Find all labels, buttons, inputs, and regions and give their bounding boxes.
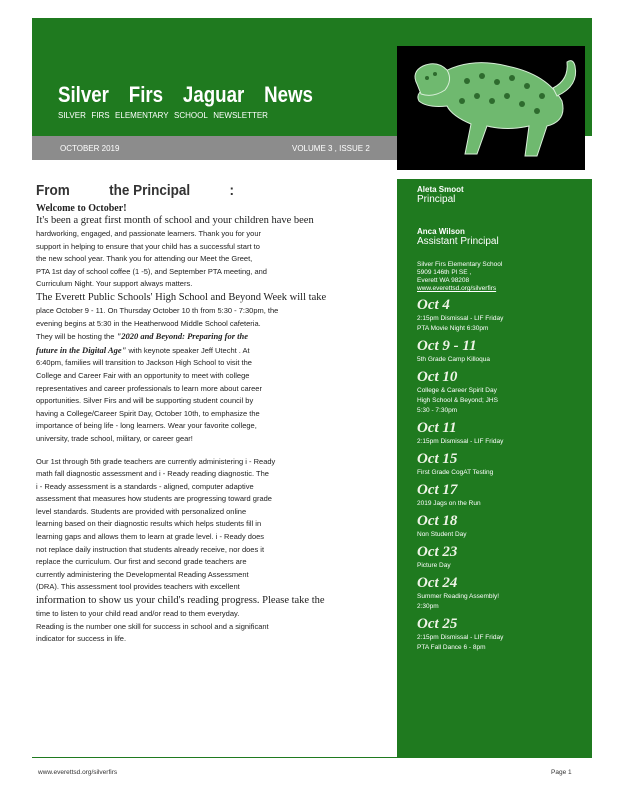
event-detail: PTA Fall Dance 6 - 8pm xyxy=(417,644,486,651)
article-line xyxy=(36,330,376,344)
title-word: News xyxy=(264,82,313,107)
event-date: Oct 11 xyxy=(417,420,457,436)
event-item xyxy=(417,369,592,416)
line-text: evening begins at 5:30 in the Heatherwood Middle School cafeteria. xyxy=(36,318,261,328)
heading-word: the Principal xyxy=(109,182,191,199)
event-detail: High School & Beyond; JHS xyxy=(417,397,498,404)
event-detail: Non Student Day xyxy=(417,531,467,538)
event-detail: 2019 Jags on the Run xyxy=(417,500,481,507)
event-item xyxy=(417,297,592,334)
line-text: Our 1st through 5th grade teachers are currently administering i - Ready xyxy=(36,456,276,466)
school-website-link[interactable]: www.everettsd.org/silverfirs xyxy=(417,285,497,292)
event-date: Oct 24 xyxy=(417,575,458,591)
page-number: Page 1 xyxy=(551,769,572,776)
line-text: hardworking, engaged, and passionate learners. Thank you for your xyxy=(36,229,262,238)
staff-member xyxy=(417,185,592,205)
event-detail: First Grade CogAT Testing xyxy=(417,469,494,476)
footer-rule xyxy=(32,757,592,758)
line-text: information to show us your child's reading progress. Please take the xyxy=(36,595,325,607)
line-text: They will be hosting the xyxy=(36,332,117,342)
newsletter-subtitle xyxy=(58,111,268,120)
subtitle-word: NEWSLETTER xyxy=(213,111,268,120)
article-line xyxy=(36,395,376,408)
event-detail: 2:15pm Dismissal - LIF Friday xyxy=(417,438,504,445)
address-line: Silver Firs Elementary School xyxy=(417,261,503,268)
article-line xyxy=(36,214,376,228)
article-line xyxy=(36,241,376,254)
event-list xyxy=(417,297,592,653)
event-detail: 5:30 - 7:30pm xyxy=(417,407,458,414)
heading-word: From xyxy=(36,182,70,199)
article-line xyxy=(36,633,376,646)
subtitle-word: FIRS xyxy=(91,111,110,120)
article-line xyxy=(36,253,376,266)
event-detail: 2:15pm Dismissal - LIF Friday xyxy=(417,315,504,322)
subtitle-word: SILVER xyxy=(58,111,86,120)
paragraph-gap xyxy=(36,446,376,456)
staff-name: Anca Wilson xyxy=(417,227,465,236)
article-line xyxy=(36,266,376,279)
line-text: Curriculum Night. Your support always matters. xyxy=(36,279,193,289)
jaguar-icon xyxy=(397,46,585,170)
sidebar xyxy=(397,179,592,757)
event-detail: PTA Movie Night 6:30pm xyxy=(417,325,489,332)
line-text: university, trade school, military, or career gear! xyxy=(36,433,193,443)
event-item xyxy=(417,616,592,653)
line-text: importance of being life - long learners. Wear your favorite college, xyxy=(36,421,257,431)
article-line xyxy=(36,420,376,433)
article-welcome: Welcome to October! xyxy=(36,203,127,214)
article-line xyxy=(36,383,376,396)
event-date: Oct 9 - 11 xyxy=(417,338,477,354)
jaguar-illustration xyxy=(397,46,585,170)
line-text: indicator for success in life. xyxy=(36,634,127,644)
line-text: 6:40pm, families will transition to Jackson High School to visit the xyxy=(36,358,252,368)
article-heading xyxy=(36,182,234,199)
event-item xyxy=(417,544,592,571)
event-date: Oct 25 xyxy=(417,616,458,632)
event-item xyxy=(417,575,592,612)
italic-quote: "2020 and Beyond: Preparing for the xyxy=(116,331,248,342)
event-item xyxy=(417,451,592,478)
line-text: opportunities. Silver Firs and will be supporting student council by xyxy=(36,396,254,406)
line-text: representatives and career professionals to learn more about career xyxy=(36,383,262,393)
line-text: support in helping to ensure that your child has a successful start to xyxy=(36,241,260,251)
article-line xyxy=(36,228,376,241)
event-detail: 5th Grade Camp Killoqua xyxy=(417,356,490,363)
article-line xyxy=(36,556,376,569)
address-line: Everett WA 98208 xyxy=(417,277,470,284)
article-body xyxy=(36,214,376,646)
article-line xyxy=(36,581,376,594)
article-line xyxy=(36,291,376,305)
event-detail: Picture Day xyxy=(417,562,451,569)
article-line xyxy=(36,544,376,557)
line-text: the new school year. Thank you for attending our Meet the Greet, xyxy=(36,254,253,264)
issue-month: OCTOBER 2019 xyxy=(60,144,120,153)
article-line xyxy=(36,344,376,358)
article-line xyxy=(36,433,376,446)
event-detail: 2:30pm xyxy=(417,603,439,610)
event-date: Oct 10 xyxy=(417,369,458,385)
line-text: PTA 1st day of school coffee (1 -5), and September PTA meeting, and xyxy=(36,266,267,276)
article-line xyxy=(36,481,376,494)
staff-member xyxy=(417,227,592,247)
line-text: It's been a great first month of school and your children have been xyxy=(36,215,314,226)
article-line xyxy=(36,318,376,331)
article-line xyxy=(36,518,376,531)
italic-quote: future in the Digital Age" xyxy=(36,344,127,355)
staff-role: Principal xyxy=(417,194,456,205)
article-line xyxy=(36,357,376,370)
line-text: with keynote speaker Jeff Utecht . At xyxy=(126,345,250,355)
article-line xyxy=(36,594,376,608)
line-text: learning gaps and allows them to learn at grade level. i - Ready does xyxy=(36,532,265,542)
event-item xyxy=(417,338,592,365)
article-line xyxy=(36,621,376,634)
line-text: i - Ready assessment is a standards - aligned, computer adaptive xyxy=(36,481,254,491)
article-line xyxy=(36,305,376,318)
newsletter-title xyxy=(58,82,313,108)
event-item xyxy=(417,420,592,447)
subtitle-word: SCHOOL xyxy=(174,111,208,120)
event-date: Oct 17 xyxy=(417,482,458,498)
article-line xyxy=(36,278,376,291)
article-line xyxy=(36,506,376,519)
article-line xyxy=(36,493,376,506)
article-line xyxy=(36,531,376,544)
principal-article xyxy=(36,182,376,646)
event-item xyxy=(417,513,592,540)
line-text: not replace daily instruction that students already receive, nor does it xyxy=(36,544,265,554)
line-text: time to listen to your child read and/or read to them everyday. xyxy=(36,609,240,619)
event-detail: 2:15pm Dismissal - LIF Friday xyxy=(417,634,504,641)
title-word: Silver xyxy=(58,82,109,107)
issue-volume: VOLUME 3 , ISSUE 2 xyxy=(292,144,370,153)
event-date: Oct 23 xyxy=(417,544,458,560)
issue-bar xyxy=(32,136,397,160)
event-date: Oct 4 xyxy=(417,297,450,313)
line-text: learning based on their diagnostic results which helps students fill in xyxy=(36,519,262,529)
article-line xyxy=(36,569,376,582)
staff-list xyxy=(417,185,592,247)
line-text: (DRA). This assessment tool provides teachers with excellent xyxy=(36,582,240,592)
line-text: assessment that measures how students are progressing toward grade xyxy=(36,494,272,504)
article-line xyxy=(36,468,376,481)
staff-role: Assistant Principal xyxy=(417,236,499,247)
line-text: replace the curriculum. Our first and second grade teachers are xyxy=(36,557,247,567)
article-line xyxy=(36,456,376,469)
line-text: level standards. Students are provided with personalized online xyxy=(36,506,247,516)
line-text: currently administering the Developmental Reading Assessment xyxy=(36,569,249,579)
event-date: Oct 15 xyxy=(417,451,458,467)
address-line: 5909 146th Pl SE , xyxy=(417,269,472,276)
article-line xyxy=(36,370,376,383)
line-text: having a College/Career Spirit Day, October 10th, to emphasize the xyxy=(36,408,260,418)
line-text: Reading is the number one skill for success in school and a significant xyxy=(36,621,269,631)
subtitle-word: ELEMENTARY xyxy=(115,111,169,120)
title-word: Jaguar xyxy=(182,82,245,107)
footer-url[interactable]: www.everettsd.org/silverfirs xyxy=(38,769,118,776)
line-text: The Everett Public Schools' High School and Beyond Week will take xyxy=(36,291,327,303)
event-item xyxy=(417,482,592,509)
heading-word: : xyxy=(229,182,234,199)
line-text: place October 9 - 11. On Thursday October 10 th from 5:30 - 7:30pm, the xyxy=(36,305,279,315)
title-word: Firs xyxy=(128,82,164,107)
staff-name: Aleta Smoot xyxy=(417,185,464,194)
school-address xyxy=(417,261,592,293)
event-detail: Summer Reading Assembly! xyxy=(417,593,500,600)
line-text: math fall diagnostic assessment and i - Ready reading diagnostic. The xyxy=(36,469,269,479)
event-date: Oct 18 xyxy=(417,513,458,529)
event-detail: College & Career Spirit Day xyxy=(417,387,497,394)
article-line xyxy=(36,608,376,621)
article-line xyxy=(36,408,376,421)
line-text: College and Career Fair with an opportunity to meet with college xyxy=(36,370,250,380)
